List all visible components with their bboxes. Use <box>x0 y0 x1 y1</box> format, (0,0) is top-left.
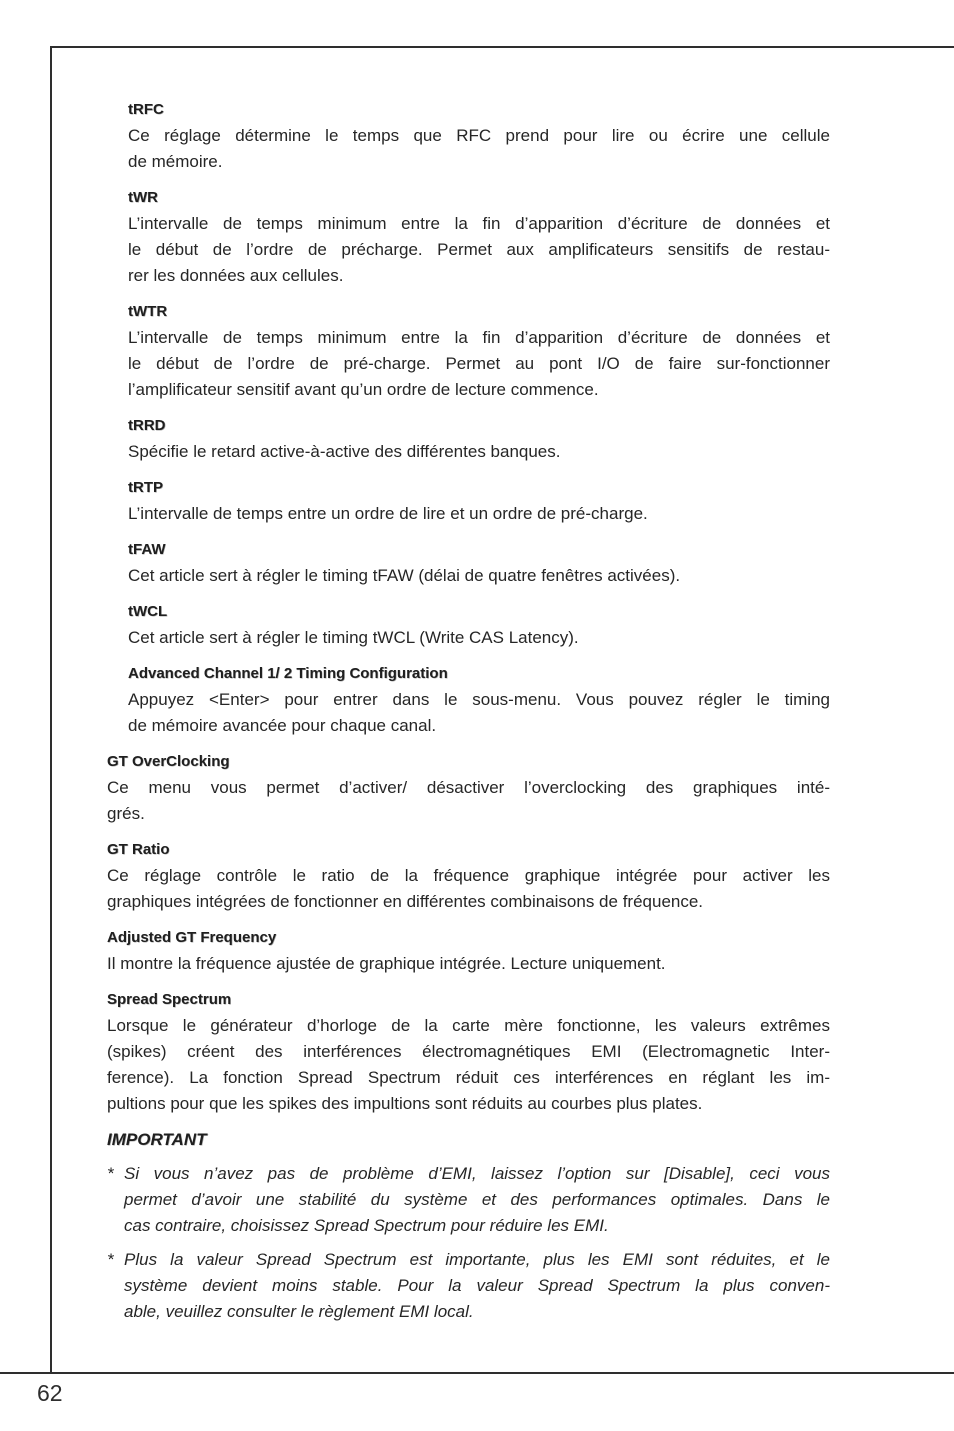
footer-rule <box>0 1372 954 1374</box>
note-marker: * <box>107 1164 114 1183</box>
body-line: Ce réglage contrôle le ratio de la fréquence graphique intégrée pour activer les <box>107 866 830 885</box>
page-border-top <box>50 46 954 48</box>
body-line: pultions pour que les spikes des impultions sont réduits au courbes plus plates. <box>107 1094 703 1113</box>
doc-section <box>0 185 954 289</box>
page-number: 62 <box>37 1380 63 1406</box>
note-item <box>107 1247 830 1325</box>
body-line: Cet article sert à régler le timing tFAW (délai de quatre fenêtres activées). <box>128 566 681 585</box>
body-line: de mémoire. <box>128 152 223 171</box>
section-heading: tWCL <box>128 603 168 620</box>
body-line: grés. <box>107 804 145 823</box>
doc-section <box>0 837 954 915</box>
important-heading: IMPORTANT <box>107 1130 207 1149</box>
body-line: de mémoire avancée pour chaque canal. <box>128 716 437 735</box>
note-line: cas contraire, choisissez Spread Spectrum pour réduire les EMI. <box>124 1216 609 1235</box>
body-line: Il montre la fréquence ajustée de graphique intégrée. Lecture uniquement. <box>107 954 666 973</box>
section-heading: Adjusted GT Frequency <box>107 929 277 946</box>
doc-section <box>0 413 954 465</box>
body-line: Ce réglage détermine le temps que RFC prend pour lire ou écrire une cellule <box>128 126 830 145</box>
note-line: permet d’avoir une stabilité du système et des performances optimales. Dans le <box>124 1190 830 1209</box>
section-heading: tFAW <box>128 541 166 558</box>
note-line: able, veuillez consulter le règlement EMI local. <box>124 1302 474 1321</box>
body-line: Spécifie le retard active-à-active des différentes banques. <box>128 442 561 461</box>
section-heading: tWR <box>128 189 158 206</box>
body-line: Appuyez <Enter> pour entrer dans le sous-menu. Vous pouvez régler le timing <box>128 690 830 709</box>
body-line: L’intervalle de temps minimum entre la fin d’apparition d’écriture de données et <box>128 214 830 233</box>
body-line: ference). La fonction Spread Spectrum réduit ces interférences en réglant les im- <box>107 1068 830 1087</box>
section-heading: Advanced Channel 1/ 2 Timing Configuration <box>128 665 448 682</box>
section-heading: tRTP <box>128 479 163 496</box>
body-line: le début de l’ordre de précharge. Permet aux amplificateurs sensitifs de restau- <box>128 240 830 259</box>
section-heading: tRFC <box>128 101 164 118</box>
section-heading: tWTR <box>128 303 168 320</box>
body-line: L’intervalle de temps minimum entre la fin d’apparition d’écriture de données et <box>128 328 830 347</box>
body-line: Ce menu vous permet d’activer/ désactiver l’overclocking des graphiques inté- <box>107 778 830 797</box>
body-line: graphiques intégrées de fonctionner en différentes combinaisons de fréquence. <box>107 892 704 911</box>
body-line: (spikes) créent des interférences électromagnétiques EMI (Electromagnetic Inter- <box>107 1042 830 1061</box>
doc-section <box>0 599 954 651</box>
note-line: Plus la valeur Spread Spectrum est importante, plus les EMI sont réduites, et le <box>124 1250 830 1269</box>
section-heading: tRRD <box>128 417 166 434</box>
doc-section <box>0 475 954 527</box>
doc-section <box>0 661 954 739</box>
body-line: rer les données aux cellules. <box>128 266 344 285</box>
section-heading: GT Ratio <box>107 841 170 858</box>
body-line: l’amplificateur sensitif avant qu’un ordre de lecture commence. <box>128 380 599 399</box>
doc-section <box>0 749 954 827</box>
note-item <box>107 1161 830 1239</box>
body-line: Lorsque le générateur d’horloge de la carte mère fonctionne, les valeurs extrêmes <box>107 1016 830 1035</box>
section-heading: Spread Spectrum <box>107 991 232 1008</box>
doc-section <box>0 987 954 1117</box>
body-line: Cet article sert à régler le timing tWCL (Write CAS Latency). <box>128 628 579 647</box>
section-heading: GT OverClocking <box>107 753 230 770</box>
important-section <box>0 1127 954 1325</box>
body-line: le début de l’ordre de pré-charge. Permet au pont I/O de faire sur-fonctionner <box>128 354 830 373</box>
note-marker: * <box>107 1250 114 1269</box>
doc-section <box>0 97 954 175</box>
document-content <box>0 97 954 1335</box>
doc-section <box>0 299 954 403</box>
doc-section <box>0 537 954 589</box>
note-line: Si vous n’avez pas de problème d’EMI, laissez l’option sur [Disable], ceci vous <box>124 1164 830 1183</box>
body-line: L’intervalle de temps entre un ordre de lire et un ordre de pré-charge. <box>128 504 648 523</box>
doc-section <box>0 925 954 977</box>
note-line: système devient moins stable. Pour la valeur Spread Spectrum la plus conven- <box>124 1276 830 1295</box>
